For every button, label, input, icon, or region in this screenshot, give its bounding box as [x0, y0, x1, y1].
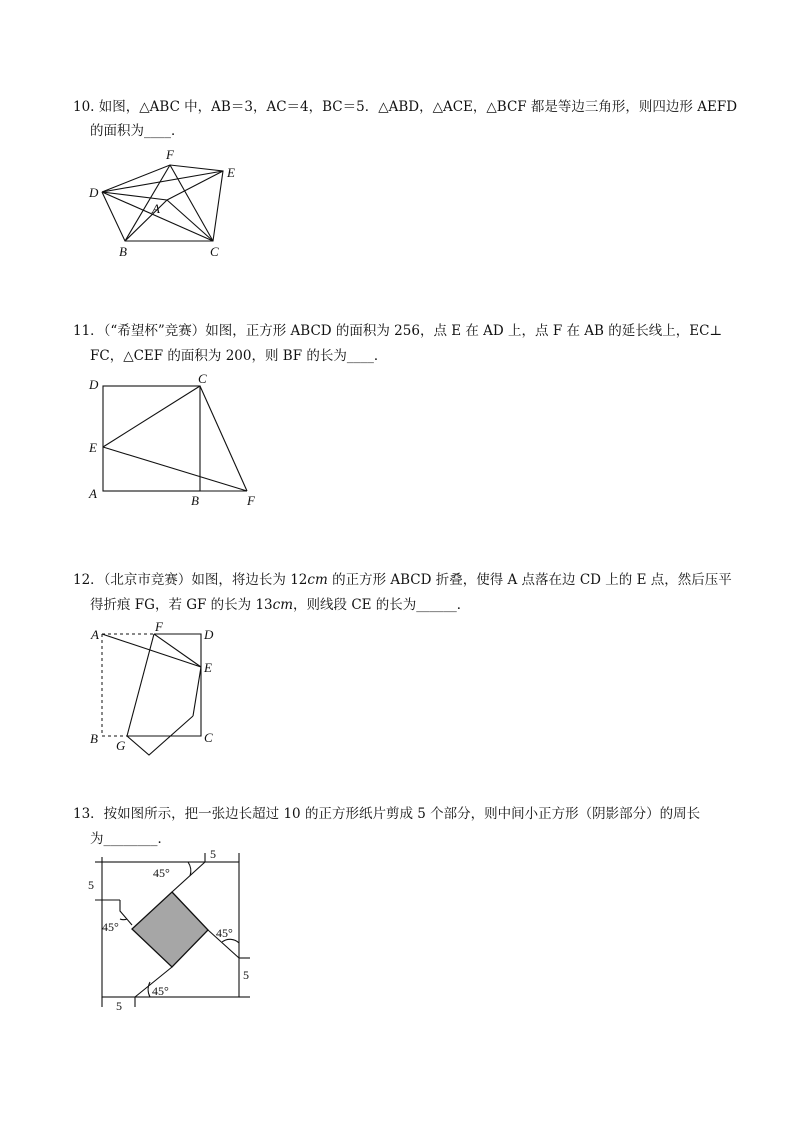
- q11-figure: [80, 368, 275, 513]
- q10-label-e: E: [227, 165, 235, 180]
- q12-text-line1: [73, 571, 732, 589]
- q13-label-five-top: 5: [210, 847, 216, 861]
- q13-figure: [80, 845, 260, 1020]
- q13-text-line1: 13．按如图所示，把一张边长超过 10 的正方形纸片剪成 5 个部分，则中间小正方形（阴影部分）的周长: [73, 806, 701, 822]
- q12-text-line1-part2: 的正方形 ABCD 折叠，使得 A 点落在边 CD 上的 E 点，然后压平: [327, 572, 732, 588]
- q12-text-line2-part1: 得折痕 FG，若 GF 的长为 13: [90, 597, 273, 613]
- q13-label-five-right: 5: [243, 968, 249, 982]
- q12-label-f: F: [155, 619, 163, 634]
- q12-text-line1-part1: 12．（北京市竞赛）如图，将边长为 12: [73, 572, 308, 588]
- q11-segment-ec: [103, 386, 200, 447]
- q10-label-c: C: [210, 244, 219, 259]
- q12-crease-fg: [127, 634, 154, 736]
- q11-segment-ef: [103, 447, 247, 491]
- q13-label-angle-right: 45°: [216, 926, 233, 940]
- q10-label-a: A: [152, 201, 160, 216]
- q12-text-line2-part2: ，则线段 CE 的长为______．: [293, 597, 471, 613]
- q12-remaining-square: [127, 634, 201, 736]
- q12-label-a: A: [91, 627, 99, 642]
- q13-shaded-square: [132, 892, 208, 967]
- q11-label-d: D: [89, 377, 99, 392]
- q11-segment-cf: [200, 386, 247, 491]
- q10-text-line2: 的面积为____．: [90, 123, 185, 139]
- q12-segment-ae: [102, 634, 201, 667]
- q11-text-line1: 11．（“希望杯”竞赛）如图，正方形 ABCD 的面积为 256，点 E 在 AD 上，点 F 在 AB 的延长线上，EC⊥: [73, 323, 723, 339]
- q10-segment-ac: [167, 200, 213, 241]
- q10-label-b: B: [119, 244, 127, 259]
- q10-segment-de: [102, 171, 223, 192]
- q12-unit-cm-2: cm: [272, 597, 294, 613]
- q10-outer-polygon: [102, 165, 223, 241]
- q12-label-d: D: [204, 627, 214, 642]
- q13-label-five-bottom: 5: [116, 999, 122, 1013]
- q13-angle-arc-bottom: [148, 982, 150, 997]
- q12-unit-cm-1: cm: [307, 572, 328, 588]
- q12-label-e: E: [204, 660, 212, 675]
- q13-label-angle-top: 45°: [153, 866, 170, 880]
- q11-label-f: F: [247, 493, 255, 508]
- q13-cut-left: [120, 900, 132, 925]
- q11-text-line2: FC，△CEF 的面积为 200，则 BF 的长为____．: [90, 348, 388, 364]
- q13-angle-arc-top: [188, 862, 191, 876]
- q10-label-d: D: [89, 185, 99, 200]
- q13-angle-arc-left: [120, 919, 127, 920]
- q12-text-line2: [90, 596, 470, 614]
- q10-figure: [80, 140, 260, 265]
- q13-label-angle-left: 45°: [102, 920, 119, 934]
- q13-cut-top: [172, 862, 205, 892]
- q11-label-a: A: [89, 486, 97, 501]
- q12-folded-edge: [193, 667, 201, 716]
- q10-text-line1: 10. 如图，△ABC 中，AB＝3，AC＝4，BC＝5．△ABD，△ACE，△BCF 都是等边三角形，则四边形 AEFD: [73, 99, 738, 115]
- q12-segment-fe: [154, 634, 201, 667]
- q12-figure: [80, 620, 230, 760]
- q12-label-b: B: [90, 731, 98, 746]
- q12-label-c: C: [204, 730, 213, 745]
- q11-label-c: C: [198, 371, 207, 386]
- q12-label-g: G: [116, 738, 126, 753]
- q11-label-b: B: [191, 493, 199, 508]
- q13-label-five-left: 5: [88, 878, 94, 892]
- q10-label-f: F: [166, 147, 174, 162]
- q13-label-angle-bottom: 45°: [152, 984, 169, 998]
- q11-square: [103, 386, 200, 491]
- q11-label-e: E: [89, 440, 97, 455]
- q13-text-line2: 为________．: [90, 831, 171, 847]
